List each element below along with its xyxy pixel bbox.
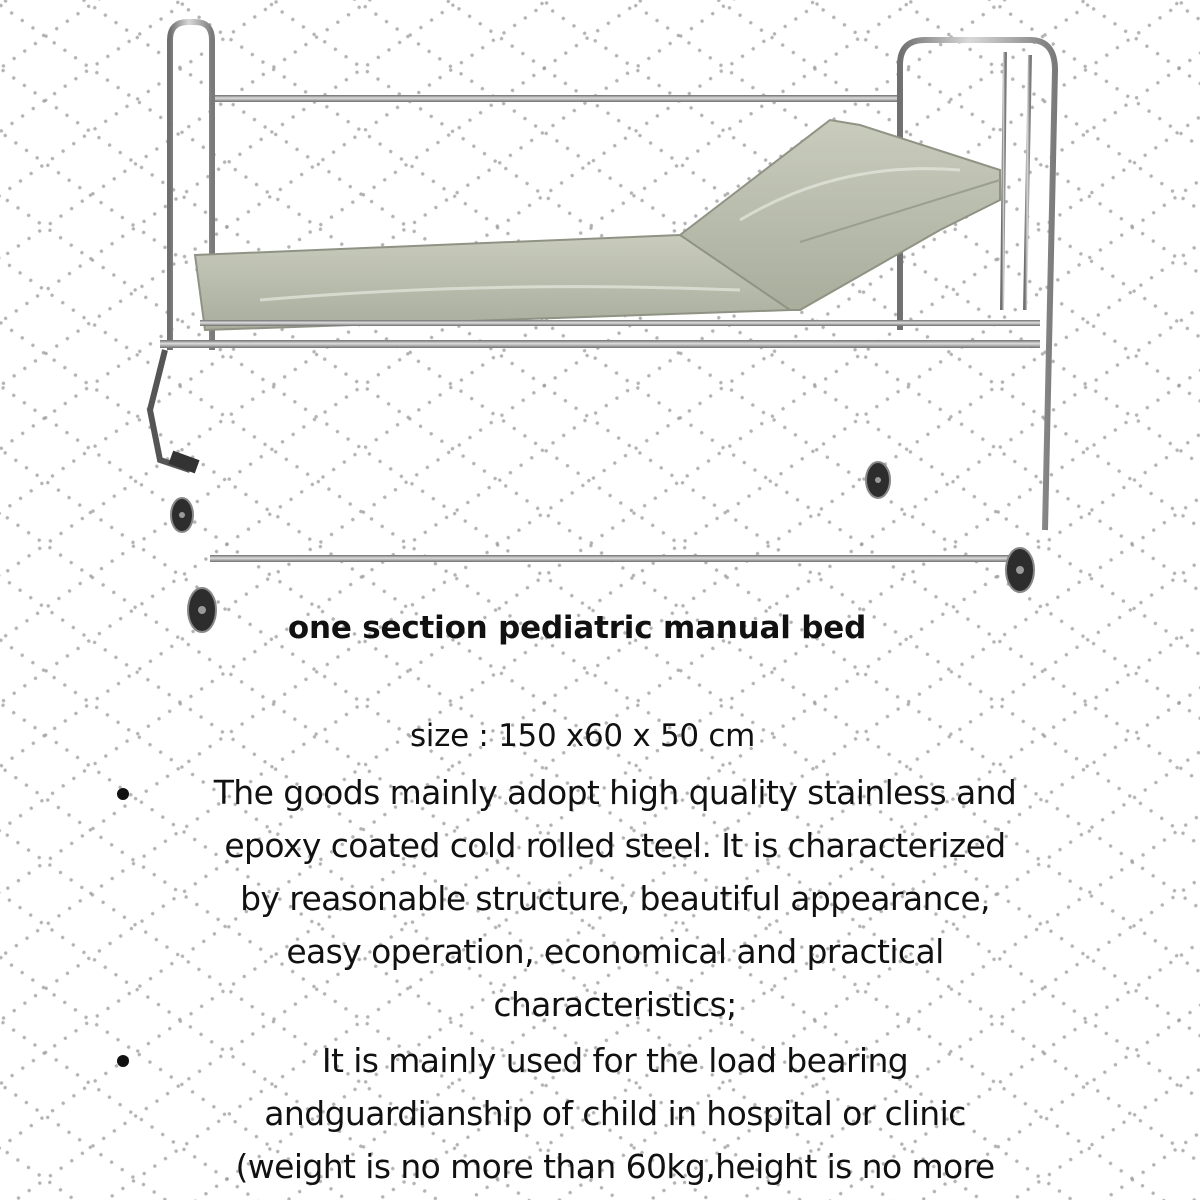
usage-description: [130, 1034, 1100, 1193]
feature-description: [130, 766, 1100, 1031]
usage-line: (weight is no more than 60kg,height is no more: [235, 1147, 995, 1186]
feature-line: by reasonable structure, beautiful appearance,: [240, 879, 990, 918]
usage-line: It is mainly used for the load bearing: [321, 1041, 909, 1080]
pediatric-bed-photo: [140, 10, 1080, 640]
feature-line: epoxy coated cold rolled steel. It is characterized: [224, 826, 1006, 865]
feature-line: The goods mainly adopt high quality stainless and: [213, 773, 1017, 812]
product-title: one section pediatric manual bed: [287, 610, 867, 646]
product-size: size : 150 x60 x 50 cm: [409, 718, 756, 754]
bullet-icon: [117, 788, 129, 800]
bullet-icon: [117, 1055, 129, 1067]
feature-line: easy operation, economical and practical: [286, 932, 944, 971]
feature-line: characteristics;: [493, 985, 737, 1024]
usage-line: andguardianship of child in hospital or clinic: [264, 1094, 966, 1133]
